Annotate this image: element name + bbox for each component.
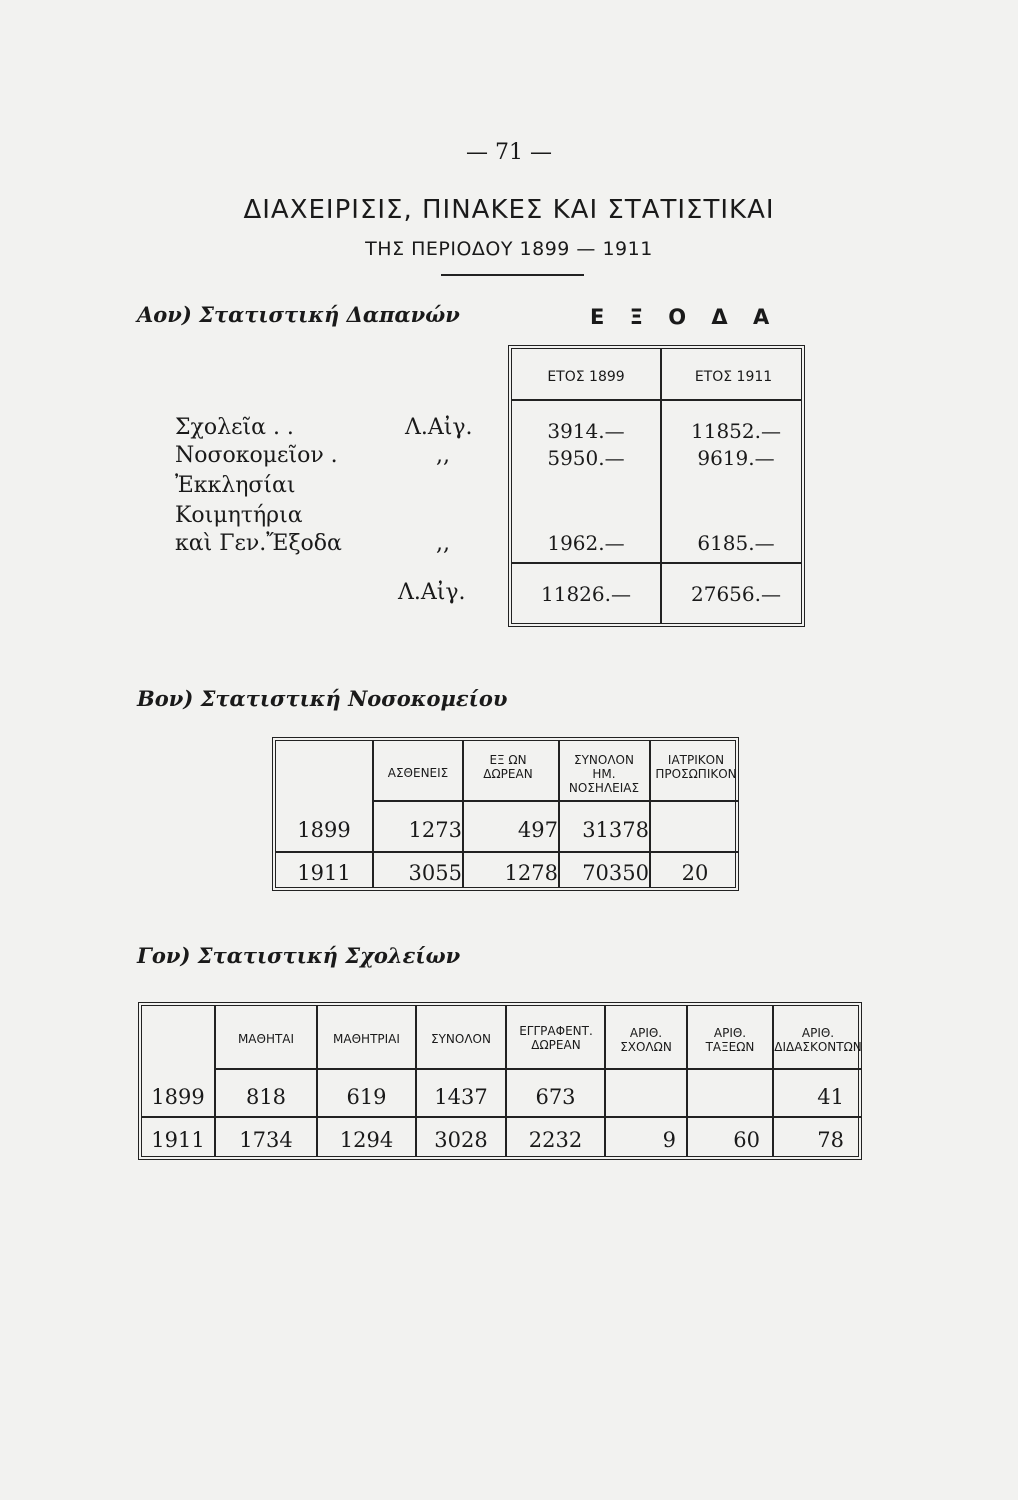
teachers-1911: 78 [817, 1128, 844, 1152]
schools-table [138, 1002, 862, 1160]
header-teachers-count: ΑΡΙΘ. ΔΙΔΑΣΚΟΝΤΩΝ [774, 1026, 862, 1054]
schools-1899: 3914.— [547, 419, 625, 443]
header-free: ΕΞ ΩΝ ΔΩΡΕΑΝ [483, 753, 533, 781]
total-1899: 1437 [434, 1085, 488, 1109]
free-enrolled-1911: 2232 [528, 1128, 583, 1152]
section-b-heading: Βον) Στατιστική Νοσοκομείου [137, 686, 508, 711]
section-c-heading: Γον) Στατιστική Σχολείων [137, 943, 461, 968]
row-label-churches: Ἐκκλησίαι [175, 473, 296, 498]
expenses-label: Ε Ξ Ο Δ Α [590, 305, 779, 329]
row-divider [276, 851, 739, 853]
free-1911: 1278 [504, 861, 558, 885]
header-total-days: ΣΥΝΟΛΟΝ ΗΜ. ΝΟΣΗΛΕΙΑΣ [568, 753, 640, 795]
header-divider [372, 800, 739, 802]
total-1911: 27656.— [691, 582, 781, 606]
header-patients: ΑΣΘΕΝΕΙΣ [387, 766, 449, 780]
expenses-table [508, 345, 805, 627]
row-unit-general: ,, [436, 531, 450, 556]
schools-1911: 11852.— [691, 419, 781, 443]
row-unit-hospital: ,, [436, 443, 450, 468]
churches-1911: 6185.— [697, 531, 775, 555]
header-divider [512, 399, 801, 401]
page-subtitle: ΤΗΣ ΠΕΡΙΟΔΟΥ 1899 — 1911 [365, 238, 653, 260]
year-1911: 1911 [297, 861, 351, 885]
row-label-schools: Σχολεῖα . . [175, 415, 294, 440]
header-female-students: ΜΑΘΗΤΡΙΑΙ [333, 1032, 400, 1046]
header-free-enrolled: ΕΓΓΡΑΦΕΝΤ. ΔΩΡΕΑΝ [519, 1024, 593, 1052]
row-divider [142, 1116, 862, 1118]
classes-count-1911: 60 [733, 1128, 760, 1152]
header-year-1911: ΕΤΟΣ 1911 [694, 369, 773, 385]
total-divider [512, 562, 801, 564]
patients-1899: 1273 [408, 818, 462, 842]
patients-1911: 3055 [408, 861, 462, 885]
page-title: ΔΙΑΧΕΙΡΙΣΙΣ, ΠΙΝΑΚΕΣ ΚΑΙ ΣΤΑΤΙΣΤΙΚΑΙ [243, 195, 775, 225]
female-students-1899: 619 [346, 1085, 387, 1109]
hospital-table [272, 737, 739, 891]
row-label-general: καὶ Γεν.Ἔξοδα [175, 531, 342, 556]
header-total: ΣΥΝΟΛΟΝ [431, 1032, 491, 1046]
free-enrolled-1899: 673 [535, 1085, 576, 1109]
total-1911: 3028 [434, 1128, 488, 1152]
male-students-1899: 818 [245, 1085, 287, 1109]
free-1899: 497 [517, 818, 558, 842]
churches-1899: 1962.— [547, 531, 625, 555]
header-year-1899: ΕΤΟΣ 1899 [547, 369, 625, 385]
year-1899: 1899 [297, 818, 351, 842]
section-a-heading: Αον) Στατιστική Δαπανών [137, 302, 460, 327]
female-students-1911: 1294 [339, 1128, 394, 1152]
header-divider [214, 1068, 862, 1070]
header-medical-staff: ΙΑΤΡΙΚΟΝ ΠΡΟΣΩΠΙΚΟΝ [655, 753, 737, 781]
row-unit-schools: Λ.Αἰγ. [405, 415, 473, 440]
total-days-1911: 70350 [582, 861, 649, 885]
year-1911: 1911 [151, 1128, 205, 1152]
teachers-1899: 41 [817, 1085, 844, 1109]
page-number: — 71 — [466, 140, 552, 165]
header-male-students: ΜΑΘΗΤΑΙ [237, 1032, 295, 1046]
row-label-hospital: Νοσοκομεῖον . [175, 443, 338, 468]
total-days-1899: 31378 [582, 818, 649, 842]
total-1899: 11826.— [541, 582, 631, 606]
schools-count-1911: 9 [662, 1128, 676, 1152]
header-classes-count: ΑΡΙΘ. ΤΑΞΕΩΝ [705, 1026, 755, 1054]
hospital-1911: 9619.— [697, 446, 775, 470]
total-unit: Λ.Αἰγ. [398, 580, 466, 605]
medical-staff-1911: 20 [681, 861, 709, 885]
row-label-cemeteries: Κοιμητήρια [175, 503, 303, 528]
hospital-1899: 5950.— [547, 446, 625, 470]
year-1899: 1899 [151, 1085, 205, 1109]
header-schools-count: ΑΡΙΘ. ΣΧΟΛΩΝ [620, 1026, 672, 1054]
male-students-1911: 1734 [239, 1128, 293, 1152]
title-rule [441, 274, 584, 276]
